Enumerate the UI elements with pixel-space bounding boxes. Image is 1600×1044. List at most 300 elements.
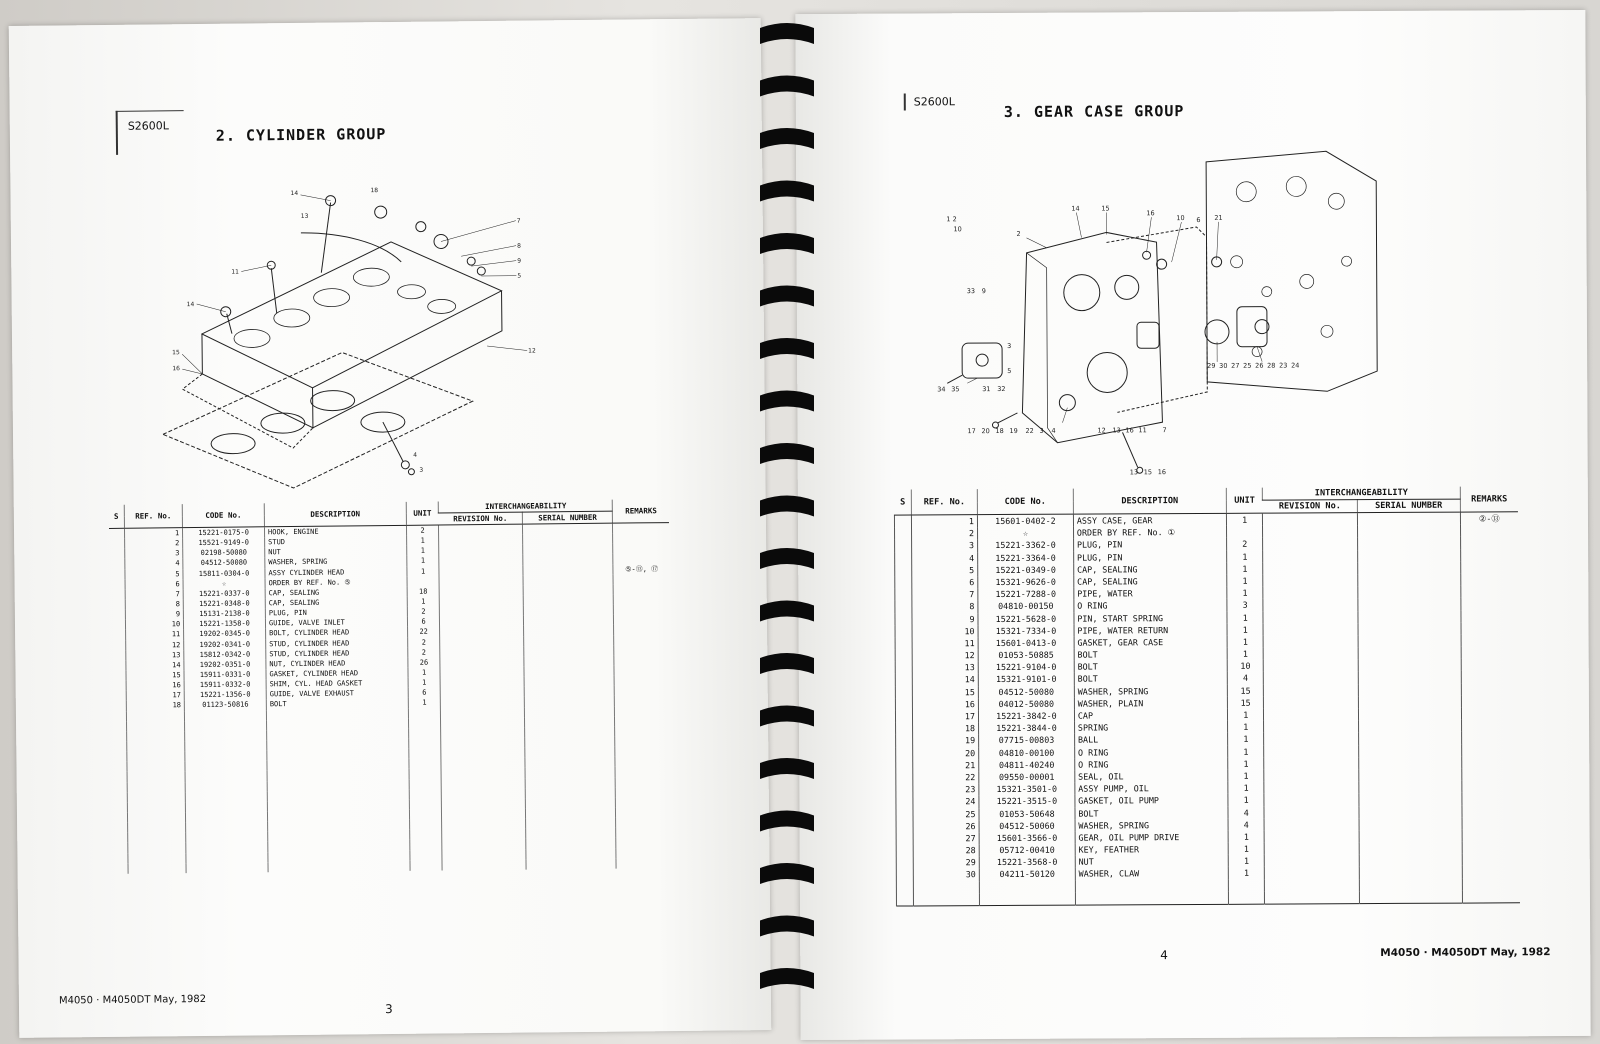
cell-revision <box>1263 623 1358 636</box>
cell-code: 04811-40240 <box>979 758 1075 771</box>
cell-remarks <box>1461 719 1519 731</box>
cell-empty <box>616 777 672 788</box>
cell-s <box>110 671 125 681</box>
cell-empty <box>616 817 672 828</box>
cell-remarks <box>614 645 670 656</box>
cell-ref: 20 <box>913 747 979 760</box>
cell-revision <box>1264 647 1359 660</box>
cell-s <box>896 759 913 771</box>
cell-revision <box>1264 818 1359 831</box>
cell-description: STUD, CYLINDER HEAD <box>266 637 408 649</box>
cell-empty <box>112 782 127 792</box>
cell-ref: 9 <box>125 609 184 620</box>
cell-code: 15221-1356-0 <box>184 690 266 701</box>
cell-code: 01123-50816 <box>184 700 266 711</box>
cell-description: GUIDE, VALVE EXHAUST <box>266 688 408 700</box>
cell-remarks <box>613 523 669 534</box>
cell-empty <box>913 881 979 894</box>
cell-s <box>895 710 912 722</box>
svg-text:34: 34 <box>937 385 946 394</box>
col-interchangeability: INTERCHANGEABILITY <box>1263 487 1460 501</box>
svg-text:13: 13 <box>1112 426 1121 435</box>
cell-serial <box>1359 793 1462 806</box>
cell-ref: 12 <box>125 640 184 651</box>
cell-ref: 3 <box>912 540 978 553</box>
cell-remarks: ②-⑬ <box>1460 512 1518 525</box>
spiral-coil <box>760 863 814 884</box>
cell-unit: 4 <box>1228 818 1265 830</box>
cell-empty <box>1462 878 1520 890</box>
cell-code: 15221-0175-0 <box>183 527 265 538</box>
cell-revision <box>1263 550 1358 563</box>
svg-text:28: 28 <box>1267 361 1276 370</box>
svg-text:17: 17 <box>967 427 976 436</box>
cell-empty <box>127 792 186 803</box>
cell-unit: 1 <box>408 678 441 688</box>
cell-code: 19202-0345-0 <box>184 629 266 640</box>
col-revision: REVISION No. <box>1263 500 1358 513</box>
cell-unit: 1 <box>1228 794 1265 806</box>
cell-revision <box>1263 525 1358 538</box>
cell-remarks <box>614 614 670 625</box>
svg-text:11: 11 <box>231 268 239 276</box>
cell-revision <box>1263 513 1358 526</box>
cell-ref: 16 <box>912 698 978 711</box>
cell-s <box>896 845 913 857</box>
cell-serial <box>1359 769 1462 782</box>
cell-s <box>111 681 126 691</box>
cell-remarks <box>1462 817 1520 829</box>
page-number: 4 <box>1160 948 1168 963</box>
left-parts-table <box>109 499 673 874</box>
cell-revision <box>1265 842 1360 855</box>
cell-description: ASSY CASE, GEAR <box>1073 513 1226 526</box>
cell-ref: 1 <box>124 528 183 539</box>
cell-empty <box>616 837 672 848</box>
cell-s <box>109 559 124 569</box>
cell-s <box>896 857 913 869</box>
cell-ref: 12 <box>912 649 978 662</box>
cell-ref: 8 <box>125 599 184 610</box>
svg-text:8: 8 <box>517 242 521 250</box>
cell-ref: 8 <box>912 600 978 613</box>
cell-empty <box>408 718 441 728</box>
cell-code: 15221-3568-0 <box>979 856 1075 869</box>
cell-unit: 1 <box>407 566 440 576</box>
cell-code: 15221-7288-0 <box>978 588 1074 601</box>
cell-empty <box>409 789 442 799</box>
cell-s <box>895 589 912 601</box>
cell-s <box>110 650 125 660</box>
cell-description: O RING <box>1075 758 1228 771</box>
cell-empty <box>111 752 126 762</box>
cell-description: BOLT <box>1074 672 1227 685</box>
cell-ref: 13 <box>912 661 978 674</box>
cell-s <box>895 564 912 576</box>
cell-remarks <box>614 655 670 666</box>
cell-description: WASHER, SPRING <box>1074 684 1227 697</box>
cell-description: ASSY PUMP, OIL <box>1075 782 1228 795</box>
svg-text:16: 16 <box>1146 209 1155 218</box>
cell-empty <box>896 893 913 906</box>
cell-empty <box>615 716 671 727</box>
cell-serial <box>1358 610 1461 623</box>
cell-description: ORDER BY REF. No. ① <box>1073 526 1226 539</box>
cell-unit: 1 <box>1227 709 1264 721</box>
cell-empty <box>128 843 187 854</box>
cell-code: ☆ <box>977 527 1073 540</box>
page-number: 3 <box>384 1001 393 1017</box>
cell-remarks: ⑤-⑬, ⑰ <box>613 564 669 575</box>
cell-empty <box>112 833 127 843</box>
svg-text:10: 10 <box>1176 214 1185 223</box>
col-ref: REF. No. <box>911 489 977 515</box>
cell-revision <box>1264 659 1359 672</box>
cell-s <box>896 735 913 747</box>
cell-revision <box>1263 574 1358 587</box>
cell-unit: 2 <box>407 647 440 657</box>
spiral-coil <box>760 23 814 44</box>
cell-description: CAP, SEALING <box>1074 575 1227 588</box>
cell-s <box>109 528 124 539</box>
cell-empty <box>111 721 126 731</box>
cell-unit: 1 <box>1228 745 1265 757</box>
cell-description: O RING <box>1074 599 1227 612</box>
cell-s <box>896 820 913 832</box>
cell-ref: 24 <box>913 795 979 808</box>
col-remarks: REMARKS <box>1460 486 1518 512</box>
cell-s <box>895 601 912 613</box>
cell-description: GASKET, CYLINDER HEAD <box>266 668 408 680</box>
svg-text:5: 5 <box>1007 366 1012 375</box>
cell-unit: 1 <box>406 556 439 566</box>
svg-text:4: 4 <box>1051 426 1056 435</box>
cell-description: BOLT <box>1074 648 1227 661</box>
table-row-empty <box>896 890 1520 906</box>
cell-serial <box>1358 647 1461 660</box>
cell-description: GEAR, OIL PUMP DRIVE <box>1075 831 1228 844</box>
svg-text:5: 5 <box>517 272 522 280</box>
cell-unit: 1 <box>406 536 439 546</box>
svg-text:31: 31 <box>982 385 991 394</box>
cell-ref: 5 <box>912 564 978 577</box>
spiral-coil <box>760 443 814 464</box>
cell-s <box>109 549 124 559</box>
cell-code: 19202-0341-0 <box>184 639 266 650</box>
cell-empty <box>126 711 185 722</box>
cell-serial <box>1359 854 1462 867</box>
cell-code: 15221-0337-0 <box>183 588 265 599</box>
cell-unit: 18 <box>407 586 440 596</box>
col-s: S <box>894 489 911 515</box>
cell-remarks <box>1461 646 1519 658</box>
cell-code: 15911-0331-0 <box>184 669 266 680</box>
cell-revision <box>1264 757 1359 770</box>
cell-revision <box>1264 745 1359 758</box>
cell-s <box>111 691 126 701</box>
cell-description: PIPE, WATER RETURN <box>1074 624 1227 637</box>
cell-unit: 1 <box>1226 513 1263 526</box>
cell-unit: 15 <box>1227 684 1264 696</box>
cell-revision <box>1263 611 1358 624</box>
cell-revision <box>1264 696 1359 709</box>
cell-description: NUT <box>1075 855 1228 868</box>
cell-unit: 4 <box>1227 672 1264 684</box>
cell-code: 15221-3515-0 <box>979 795 1075 808</box>
cell-code: 15221-0348-0 <box>183 598 265 609</box>
cell-remarks <box>1461 683 1519 695</box>
cell-unit: 1 <box>1227 550 1264 562</box>
cell-empty <box>616 797 672 808</box>
cell-unit: 1 <box>1227 587 1264 599</box>
col-s: S <box>109 505 124 529</box>
svg-text:3: 3 <box>419 466 424 474</box>
col-revision: REVISION No. <box>439 512 523 525</box>
svg-text:9: 9 <box>981 287 986 296</box>
footer-model-date: M4050 · M4050DT May, 1982 <box>58 993 207 1007</box>
cell-s <box>895 613 912 625</box>
cell-empty <box>616 787 672 798</box>
cell-code: 04512-50060 <box>979 819 1075 832</box>
cell-empty <box>616 848 672 859</box>
cell-empty <box>409 749 442 759</box>
cell-code: 01053-50648 <box>979 807 1075 820</box>
cell-remarks <box>615 685 671 696</box>
cell-revision <box>1264 806 1359 819</box>
cell-serial <box>1358 525 1461 538</box>
cell-remarks <box>1461 756 1519 768</box>
cell-unit: 26 <box>408 657 441 667</box>
cell-empty <box>408 708 441 718</box>
cell-code: 15812-0342-0 <box>184 649 266 660</box>
page-title: 2. CYLINDER GROUP <box>215 125 387 145</box>
cell-revision <box>1264 672 1359 685</box>
svg-text:15: 15 <box>1101 204 1110 213</box>
svg-text:20: 20 <box>981 427 990 436</box>
cell-empty <box>409 759 442 769</box>
cell-revision <box>1264 720 1359 733</box>
cell-remarks <box>1462 854 1520 866</box>
cell-empty <box>127 761 186 772</box>
cell-description: SEAL, OIL <box>1075 770 1228 783</box>
cell-empty <box>1075 892 1228 905</box>
spiral-coil <box>760 391 814 412</box>
cell-empty <box>409 830 442 840</box>
cell-s <box>110 620 125 630</box>
cell-empty <box>127 812 186 823</box>
cell-code: 15911-0332-0 <box>184 679 266 690</box>
cell-empty <box>615 756 671 767</box>
cell-unit: 1 <box>1228 782 1265 794</box>
cell-empty <box>1228 879 1265 891</box>
cell-code: ☆ <box>183 578 265 589</box>
cell-remarks <box>613 533 669 544</box>
cell-ref: 7 <box>125 589 184 600</box>
cell-description: BALL <box>1074 733 1227 746</box>
spiral-coil <box>760 76 814 97</box>
cell-code: 07715-00803 <box>979 734 1075 747</box>
cell-revision <box>1263 538 1358 551</box>
cell-description: GASKET, OIL PUMP <box>1075 794 1228 807</box>
cell-description: HOOK, ENGINE <box>264 525 406 537</box>
spiral-binding <box>752 20 822 1030</box>
cell-ref: 11 <box>125 630 184 641</box>
cell-unit: 1 <box>1228 843 1265 855</box>
cell-ref: 17 <box>913 710 979 723</box>
cell-ref: 27 <box>913 832 979 845</box>
cell-ref: 22 <box>913 771 979 784</box>
cell-s <box>895 662 912 674</box>
cell-code: 04211-50120 <box>979 868 1075 881</box>
cell-revision <box>1265 830 1360 843</box>
cell-remarks <box>1461 659 1519 671</box>
svg-text:16: 16 <box>1157 468 1167 477</box>
cell-revision <box>1264 781 1359 794</box>
cell-code: 04810-00150 <box>978 600 1074 613</box>
cell-empty <box>979 892 1075 905</box>
cell-code: 04512-50080 <box>978 685 1074 698</box>
cell-ref: 4 <box>912 552 978 565</box>
cell-empty <box>615 736 671 747</box>
cell-serial <box>1359 817 1462 830</box>
cell-empty <box>409 840 442 850</box>
cell-remarks <box>614 675 670 686</box>
cell-remarks <box>1460 573 1518 585</box>
svg-text:33: 33 <box>966 287 976 296</box>
cell-s <box>896 784 913 796</box>
cell-empty <box>112 813 127 823</box>
cell-unit: 22 <box>407 627 440 637</box>
cell-s <box>895 552 912 564</box>
cell-code: 15321-9626-0 <box>978 576 1074 589</box>
cell-ref: 15 <box>912 686 978 699</box>
cell-code: 15221-3844-0 <box>979 722 1075 735</box>
cell-remarks <box>1461 707 1519 719</box>
cell-serial <box>1359 756 1462 769</box>
cell-remarks <box>1462 805 1520 817</box>
cell-remarks <box>614 584 670 595</box>
cell-description: BOLT <box>1074 660 1227 673</box>
svg-text:10: 10 <box>953 225 962 234</box>
cell-s <box>895 576 912 588</box>
cell-description: PIN, START SPRING <box>1074 611 1227 624</box>
cell-ref: 21 <box>913 759 979 772</box>
cell-remarks <box>613 553 669 564</box>
cell-unit <box>407 576 440 586</box>
cell-code: 15221-9104-0 <box>978 661 1074 674</box>
svg-text:14: 14 <box>290 189 299 198</box>
spiral-coil <box>760 286 814 307</box>
cell-code: 15221-5628-0 <box>978 612 1074 625</box>
cell-revision <box>1264 769 1359 782</box>
cell-s <box>896 832 913 844</box>
cell-remarks <box>614 594 670 605</box>
cell-code: 04512-50080 <box>183 558 265 569</box>
cell-unit: 1 <box>1227 575 1264 587</box>
cell-remarks <box>1461 634 1519 646</box>
spiral-coil <box>760 338 814 359</box>
cell-empty <box>111 732 126 742</box>
cell-code: 09550-00001 <box>979 771 1075 784</box>
cell-s <box>110 590 125 600</box>
cell-description: O RING <box>1075 745 1228 758</box>
svg-text:26: 26 <box>1255 361 1264 370</box>
cell-remarks <box>1460 598 1518 610</box>
cell-revision <box>1264 684 1359 697</box>
cell-revision <box>1263 598 1358 611</box>
cell-ref: 13 <box>125 650 184 661</box>
cell-description: PLUG, PIN <box>1073 538 1226 551</box>
cell-s <box>895 686 912 698</box>
cell-unit: 15 <box>1227 696 1264 708</box>
cell-remarks <box>1460 537 1518 549</box>
cell-remarks <box>1462 841 1520 853</box>
cell-empty <box>112 792 127 802</box>
cell-remarks <box>1462 829 1520 841</box>
cell-unit: 1 <box>1228 867 1265 879</box>
cell-remarks <box>1461 732 1519 744</box>
svg-text:30: 30 <box>1219 361 1228 370</box>
cell-remarks <box>614 665 670 676</box>
spiral-coil <box>760 811 814 832</box>
cell-ref: 25 <box>913 808 979 821</box>
cell-ref: 18 <box>126 701 185 712</box>
svg-text:14: 14 <box>186 301 195 309</box>
cell-unit: 1 <box>1227 721 1264 733</box>
cell-code: 15601-3566-0 <box>979 831 1075 844</box>
cell-code: 19202-0351-0 <box>184 659 266 670</box>
cell-s <box>896 771 913 783</box>
cell-unit: 1 <box>408 698 441 708</box>
svg-text:23: 23 <box>1279 361 1288 370</box>
cell-s <box>109 539 124 549</box>
spiral-coil <box>760 758 814 779</box>
cell-serial <box>1357 512 1460 525</box>
svg-text:13: 13 <box>1129 468 1139 477</box>
cell-description: PLUG, PIN <box>265 607 407 619</box>
cell-s <box>896 808 913 820</box>
cell-remarks <box>1461 622 1519 634</box>
cell-serial <box>1358 574 1461 587</box>
cell-ref: 2 <box>912 527 978 540</box>
cell-empty <box>1075 879 1228 892</box>
cell-serial <box>1359 829 1462 842</box>
cell-remarks <box>615 695 671 706</box>
svg-text:7: 7 <box>516 217 521 225</box>
cell-ref: 29 <box>913 856 979 869</box>
right-parts-rows <box>894 512 1520 906</box>
cell-remarks <box>1462 793 1520 805</box>
cell-empty <box>186 862 268 873</box>
spiral-coil <box>760 916 814 937</box>
cell-ref: 14 <box>126 660 185 671</box>
cell-remarks <box>1460 561 1518 573</box>
cell-ref: 18 <box>913 722 979 735</box>
svg-text:12: 12 <box>528 347 536 355</box>
col-description: DESCRIPTION <box>264 502 406 527</box>
cell-ref: 14 <box>912 674 978 687</box>
cell-remarks <box>613 574 669 585</box>
cell-description: CAP, SEALING <box>1074 563 1227 576</box>
cell-serial <box>1358 634 1461 647</box>
svg-text:19: 19 <box>1009 426 1018 435</box>
cell-ref: 1 <box>912 515 978 528</box>
svg-text:14: 14 <box>1071 204 1080 213</box>
svg-text:3: 3 <box>1039 426 1044 435</box>
cell-empty <box>526 858 617 869</box>
cell-description: BOLT <box>1075 806 1228 819</box>
cell-remarks <box>614 635 670 646</box>
